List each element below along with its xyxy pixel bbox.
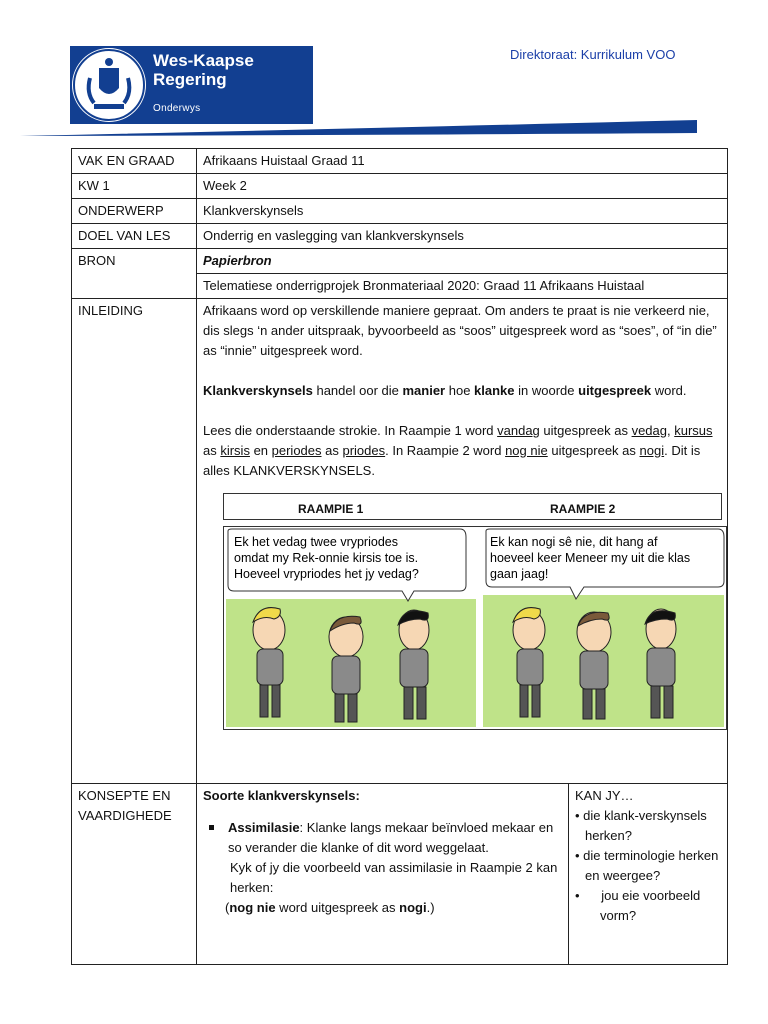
table-row (72, 174, 728, 199)
row-value: Week 2 (197, 174, 728, 199)
row-value: Afrikaans Huistaal Graad 11 (197, 149, 728, 174)
row-value: Klankverskynsels (197, 199, 728, 224)
row-label: VAK EN GRAAD (72, 149, 197, 174)
row-label: DOEL VAN LES (72, 224, 197, 249)
speech-bubble-1 (228, 529, 466, 601)
table-row (72, 199, 728, 224)
comic-strip (223, 526, 727, 730)
bubble-2-line: Ek kan nogi sê nie, dit hang af (490, 535, 658, 549)
definition-paragraph: Klankverskynsels handel oor die manier hoe klanke in woorde uitgespreek word. (203, 383, 687, 398)
intro-paragraph: Afrikaans word op verskillende maniere gepraat. Om anders te praat is nie verkeerd nie, dis slegs ‘n ander uitspraak, byvoorbeeld as “soos” uitgespreek word as “soes”, of “in die” as “innie” uitgespreek word. (203, 303, 717, 358)
table-row (72, 249, 728, 274)
raampie-2-label: RAAMPIE 2 (550, 502, 616, 516)
list-item: Assimilasie: Klanke langs mekaar beïnvloed mekaar en so verander die klanke of dit word weggelaat. Kyk of jy die voorbeeld van assimilasie in Raampie 2 kan herken: (nog nie word uitgespreek as nogi.) (203, 818, 562, 918)
instruction-paragraph: Lees die onderstaande strokie. In Raampie 1 word vandag uitgespreek as vedag, kursus as kirsis en periodes as priodes. In Raampie 2 word nog nie uitgespreek as nogi. Dit is alles KLANKVERSKYNSELS. (203, 423, 713, 478)
table-row (72, 784, 728, 965)
checklist-item: • jou eie voorbeeld vorm? (575, 888, 704, 923)
kan-jy-content (569, 784, 728, 965)
bubble-1-line: Ek het vedag twee vrypriodes (234, 535, 398, 549)
table-row (72, 299, 728, 784)
kan-jy-title: KAN JY… (575, 788, 634, 803)
bubble-2-line: hoeveel keer Meneer my uit die klas (490, 551, 691, 565)
header-swoosh (0, 112, 768, 138)
section-title: Soorte klankverskynsels: (203, 788, 360, 803)
bubble-1-line: omdat my Rek-onnie kirsis toe is. (234, 551, 419, 565)
panel-headings (223, 493, 722, 520)
row-label: KW 1 (72, 174, 197, 199)
bron-paper: Papierbron (197, 249, 728, 274)
logo-title: Wes-Kaapse Regering (153, 51, 254, 89)
row-label: ONDERWERP (72, 199, 197, 224)
row-label: KONSEPTE EN VAARDIGHEDE (72, 784, 197, 965)
bron-source: Telematiese onderrigprojek Bronmateriaal 2020: Graad 11 Afrikaans Huistaal (197, 274, 728, 299)
row-label: BRON (72, 249, 197, 299)
directorate-text: Direktoraat: Kurrikulum VOO (510, 47, 676, 62)
logo-subtitle: Onderwys (153, 103, 201, 114)
row-value: Onderrig en vaslegging van klankverskynsels (197, 224, 728, 249)
lesson-table (71, 148, 728, 965)
checklist-item: • die terminologie herken en weergee? (575, 848, 719, 883)
raampie-1-label: RAAMPIE 1 (298, 502, 364, 516)
konsepte-content (197, 784, 569, 965)
bubble-1-line: Hoeveel vrypriodes het jy vedag? (234, 567, 419, 581)
table-row (72, 224, 728, 249)
bullet-icon (209, 825, 214, 830)
bubble-2-line: gaan jaag! (490, 567, 549, 581)
row-label: INLEIDING (72, 299, 197, 784)
checklist-item: • die klank-verskynsels herken? (575, 808, 707, 843)
table-row (72, 149, 728, 174)
coat-of-arms-icon (72, 48, 146, 122)
inleiding-content (197, 299, 728, 784)
